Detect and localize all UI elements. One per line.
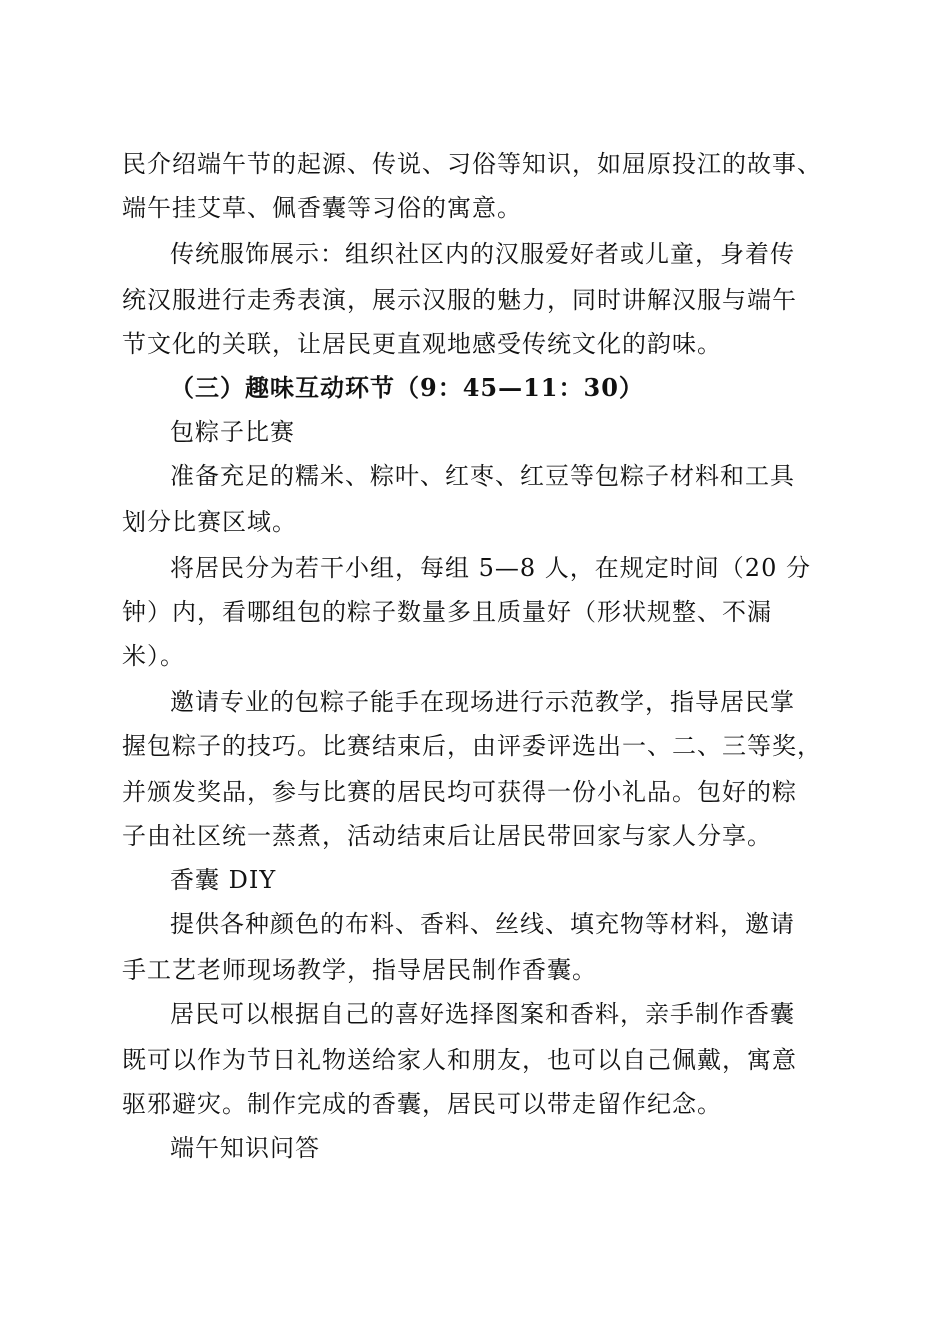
paragraph-line: 民介绍端午节的起源、传说、习俗等知识，如屈原投江的故事、 [122,150,822,178]
paragraph-line: 准备充足的糯米、粽叶、红枣、红豆等包粽子材料和工具 [170,462,795,490]
paragraph-line: 提供各种颜色的布料、香料、丝线、填充物等材料，邀请 [170,910,795,938]
paragraph-line: 端午挂艾草、佩香囊等习俗的寓意。 [122,194,522,222]
paragraph-line: 驱邪避灾。制作完成的香囊，居民可以带走留作纪念。 [122,1090,722,1118]
paragraph-line: 既可以作为节日礼物送给家人和朋友，也可以自己佩戴，寓意 [122,1046,797,1074]
subsection-title: 香囊 DIY [170,866,277,894]
paragraph-line: 统汉服进行走秀表演，展示汉服的魅力，同时讲解汉服与端午 [122,286,797,314]
paragraph-line: 将居民分为若干小组，每组 5—8 人，在规定时间（20 分 [170,554,811,582]
paragraph-line: 钟）内，看哪组包的粽子数量多且质量好（形状规整、不漏 [122,598,772,626]
subsection-title: 包粽子比赛 [170,418,295,446]
paragraph-line: 手工艺老师现场教学，指导居民制作香囊。 [122,956,597,984]
paragraph-line: 子由社区统一蒸煮，活动结束后让居民带回家与家人分享。 [122,822,772,850]
paragraph-line: 并颁发奖品，参与比赛的居民均可获得一份小礼品。包好的粽 [122,778,797,806]
paragraph-line: 节文化的关联，让居民更直观地感受传统文化的韵味。 [122,330,722,358]
paragraph-line: 居民可以根据自己的喜好选择图案和香料，亲手制作香囊 [170,1000,795,1028]
section-heading: （三）趣味互动环节（9：45—11：30） [170,373,644,402]
paragraph-line: 握包粽子的技巧。比赛结束后，由评委评选出一、二、三等奖， [122,732,822,760]
paragraph-line: 划分比赛区域。 [122,508,297,536]
paragraph-line: 米）。 [122,642,185,670]
paragraph-line: 邀请专业的包粽子能手在现场进行示范教学，指导居民掌 [170,688,795,716]
subsection-title: 端午知识问答 [170,1134,320,1162]
paragraph-line: 传统服饰展示：组织社区内的汉服爱好者或儿童，身着传 [170,240,795,268]
